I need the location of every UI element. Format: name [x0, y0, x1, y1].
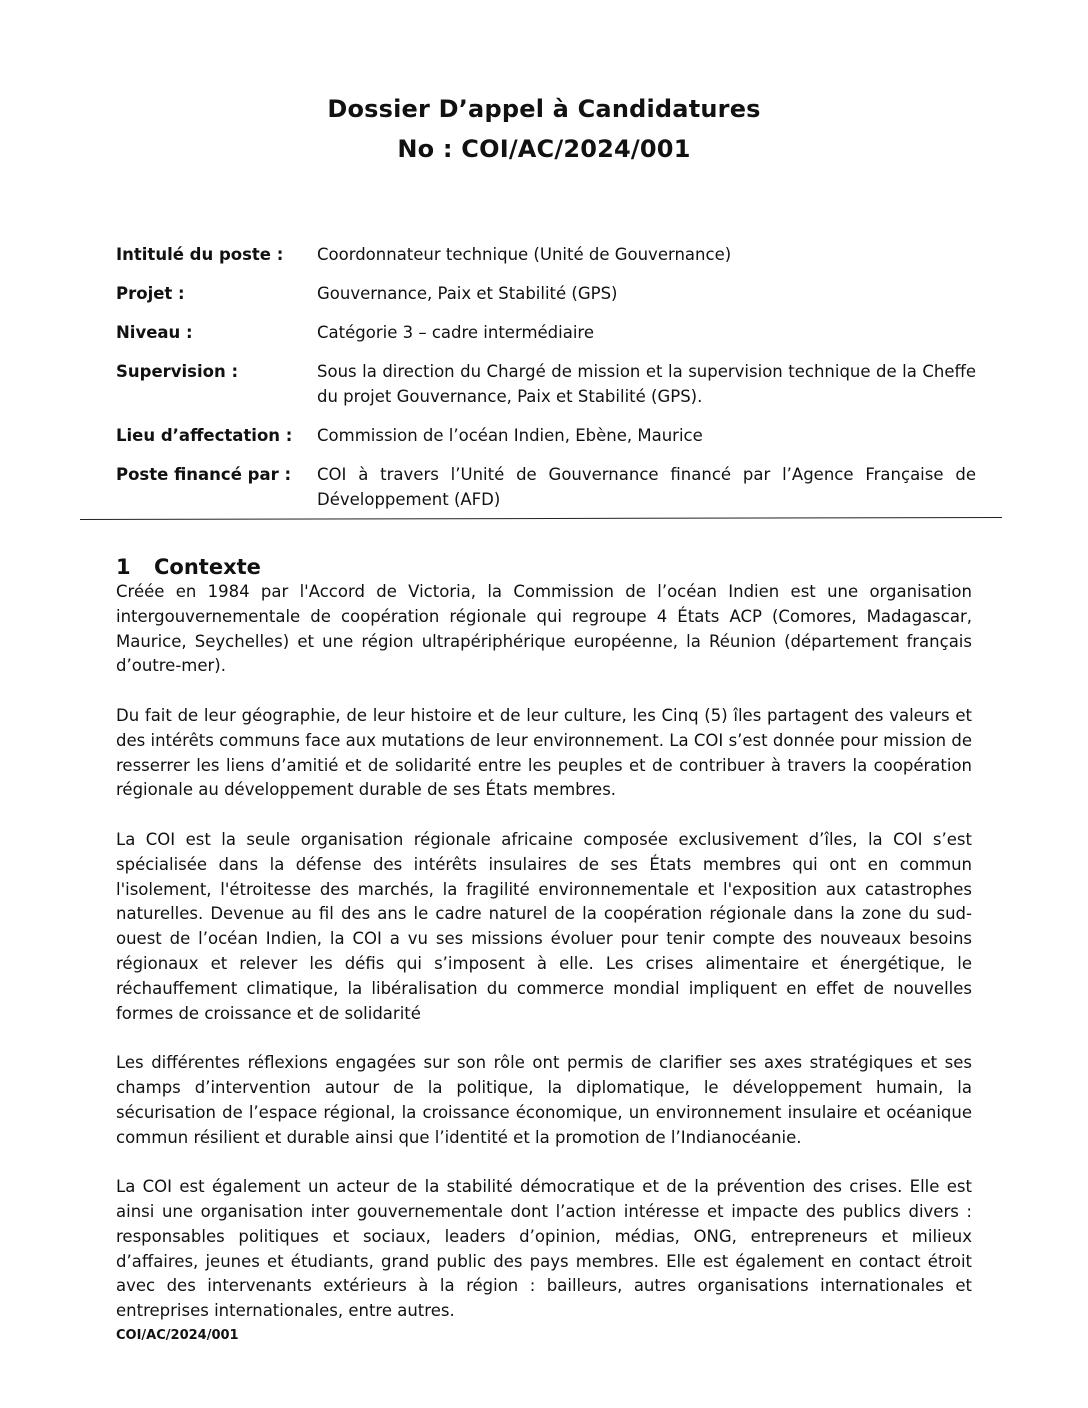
info-label: Intitulé du poste : — [116, 245, 284, 264]
paragraph: La COI est la seule organisation régionale africaine composée exclusivement d’îles, la COI s’est spécialisée dans la défense des intérêts insulaires de ses États membres qui ont en commun l'isolement, l'étroitesse des marchés, la fragilité environnementale et l'exposition aux catastrophes naturelles. Devenue au fil des ans le cadre naturel de la coopération régionale dans la zone du sud-ouest de l’océan Indien, la COI a vu ses missions évoluer pour tenir compte des nouveaux besoins régionaux et relever les défis qui s’imposent à elle. Les crises alimentaire et énergétique, le réchauffement climatique, la libéralisation du commerce mondial impliquent en effet de nouvelles formes de croissance et de solidarité — [116, 829, 972, 1023]
footer-reference: COI/AC/2024/001 — [116, 1328, 239, 1343]
info-row-funding — [116, 462, 976, 512]
info-value: Sous la direction du Chargé de mission et la supervision technique de la Cheffe du projet Gouvernance, Paix et Stabilité (GPS). — [317, 362, 976, 406]
info-label: Supervision : — [116, 362, 239, 381]
paragraph: La COI est également un acteur de la stabilité démocratique et de la prévention des crises. Elle est ainsi une organisation inter gouvernementale dont l’action intéresse et impacte des publics divers : responsables politiques et sociaux, leaders d’opinion, médias, ONG, entrepreneurs et milieux d’affaires, jeunes et étudiants, grand public des pays membres. Elle est également en contact étroit avec des intervenants extérieurs à la région : bailleurs, autres organisations internationales et entreprises internationales, entre autres. — [116, 1177, 972, 1321]
info-label: Niveau : — [116, 323, 193, 342]
section-contexte — [116, 554, 972, 1324]
section-title: Contexte — [154, 555, 261, 579]
info-row-project — [116, 281, 976, 306]
info-row-location — [116, 423, 976, 448]
info-value: Commission de l’océan Indien, Ebène, Maurice — [317, 426, 703, 445]
info-value: Gouvernance, Paix et Stabilité (GPS) — [317, 284, 618, 303]
info-label: Lieu d’affectation : — [116, 426, 293, 445]
info-label: Projet : — [116, 284, 185, 303]
paragraph: Créée en 1984 par l'Accord de Victoria, la Commission de l’océan Indien est une organisation intergouvernementale de coopération régionale qui regroupe 4 États ACP (Comores, Madagascar, Maurice, Seychelles) et une région ultrapériphérique européenne, la Réunion (département français d’outre-mer). — [116, 582, 972, 676]
info-value: COI à travers l’Unité de Gouvernance financé par l’Agence Française de Développement (AFD) — [317, 465, 976, 509]
info-label: Poste financé par : — [116, 465, 292, 484]
info-row-job-title — [116, 242, 976, 267]
paragraph: Du fait de leur géographie, de leur histoire et de leur culture, les Cinq (5) îles partagent des valeurs et des intérêts communs face aux mutations de leur environnement. La COI s’est donnée pour mission de resserrer les liens d’amitié et de solidarité entre les peuples et de contribuer à travers la coopération régionale au développement durable de ses États membres. — [116, 705, 972, 800]
position-info-table — [116, 242, 976, 526]
info-row-supervision — [116, 359, 976, 409]
info-value: Catégorie 3 – cadre intermédiaire — [317, 323, 595, 342]
document-title: Dossier D’appel à Candidatures — [327, 95, 761, 123]
info-row-level — [116, 320, 976, 345]
paragraph: Les différentes réflexions engagées sur son rôle ont permis de clarifier ses axes stratégiques et ses champs d’intervention autour de la politique, la diplomatique, le développement humain, la sécurisation de l’espace régional, la croissance économique, un environnement insulaire et océanique commun résilient et durable ainsi que l’identité et la promotion de l’Indianocéanie. — [116, 1053, 972, 1147]
section-number: 1 — [116, 555, 131, 579]
info-value: Coordonnateur technique (Unité de Gouvernance) — [317, 245, 732, 264]
section-heading — [116, 554, 972, 580]
document-reference-number: No : COI/AC/2024/001 — [397, 135, 691, 163]
